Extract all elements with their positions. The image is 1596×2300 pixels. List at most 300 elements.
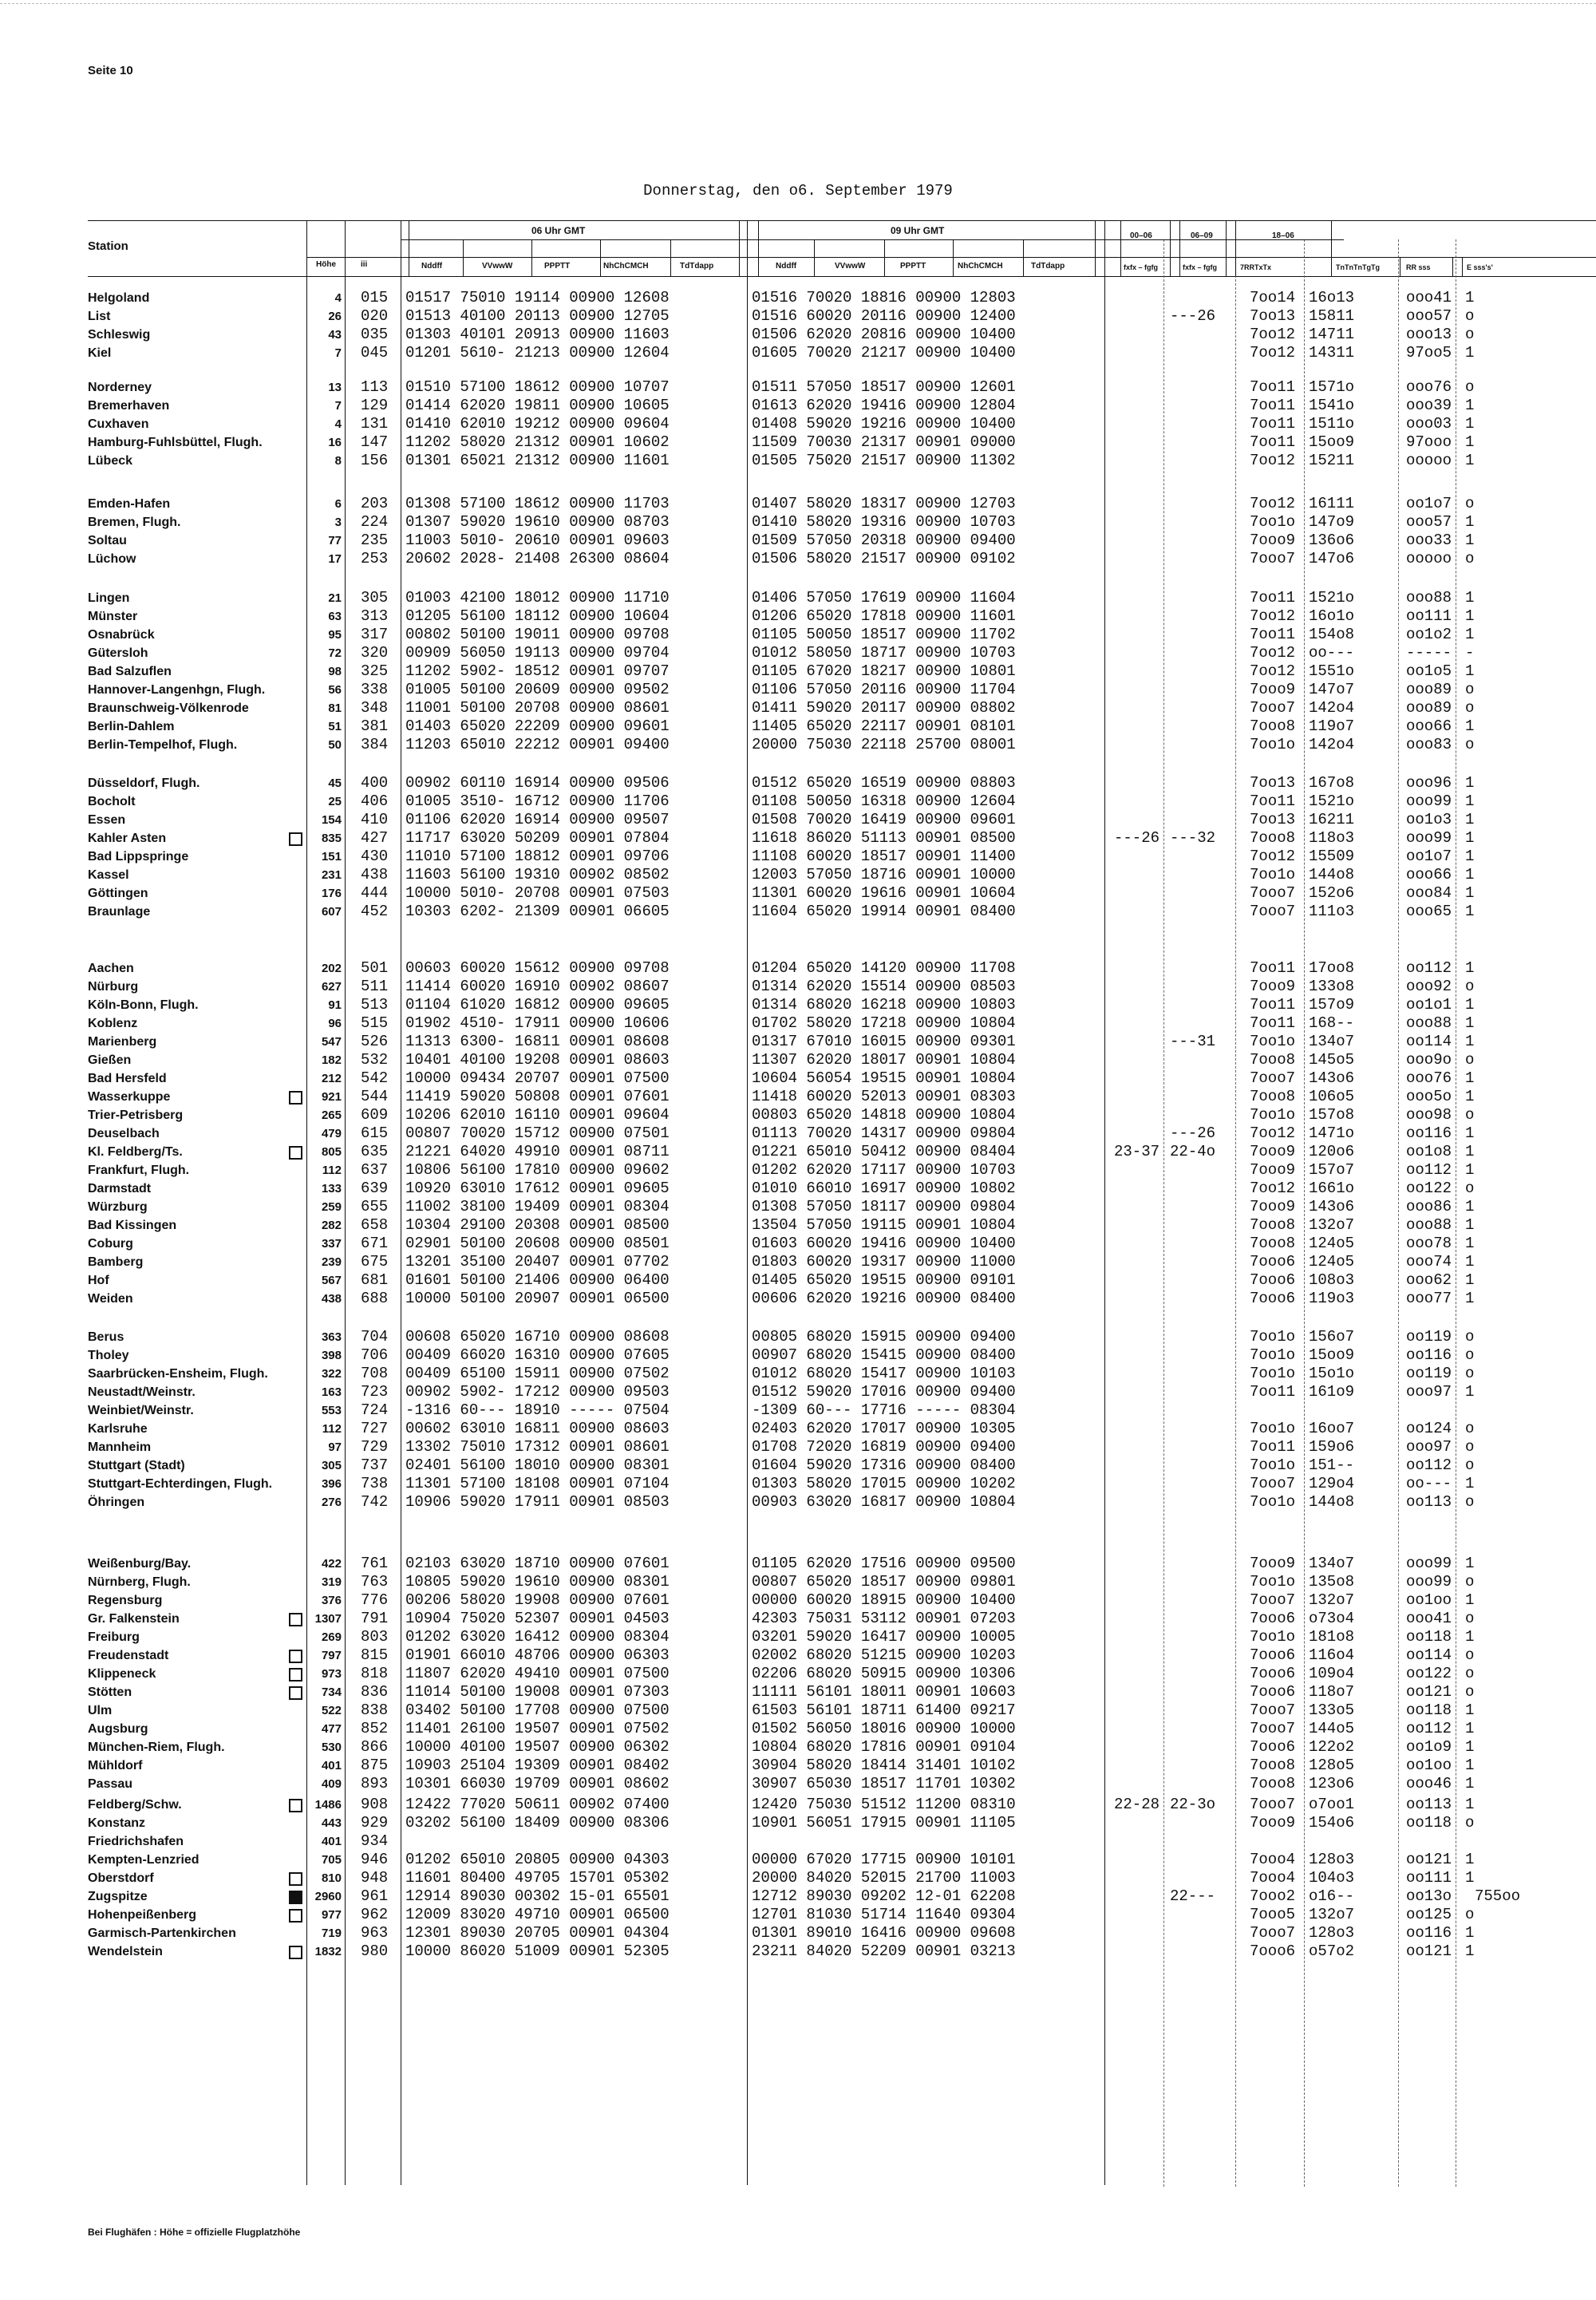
table-row (0, 1198, 1596, 1216)
table-row (0, 1887, 1596, 1906)
header-06-dewpoint: TdTdapp (680, 262, 714, 271)
extra-rr-sss: oo1o9 (1406, 1738, 1452, 1756)
table-row (0, 495, 1596, 513)
header-extra-gusts-2: fxfx – fgfg (1183, 263, 1218, 271)
obs-06-gmt: 11419 59020 50808 00901 07601 (405, 1088, 670, 1105)
station-name: Darmstadt (88, 1182, 152, 1195)
table-row (0, 1796, 1596, 1814)
station-index: 129 (361, 397, 389, 414)
station-name: Lingen (88, 591, 130, 605)
extra-rr-tx: 7oo11 (1250, 1438, 1296, 1456)
station-name: Berlin-Dahlem (88, 720, 175, 733)
extra-rr-tx: 7ooo7 (1250, 1701, 1296, 1719)
extra-esss: 1 (1465, 662, 1475, 680)
obs-09-gmt: 01502 56050 18016 00900 10000 (752, 1720, 1016, 1737)
obs-06-gmt: 01303 40101 20913 00900 11603 (405, 326, 670, 343)
obs-06-gmt: 01003 42100 18012 00900 11710 (405, 589, 670, 607)
obs-09-gmt: 11604 65020 19914 00901 08400 (752, 903, 1016, 920)
extra-rr-tx: 7ooo7 (1250, 1069, 1296, 1087)
station-index: 532 (361, 1051, 389, 1069)
extra-esss: 755oo (1475, 1887, 1521, 1905)
obs-06-gmt: 01601 50100 21406 00900 06400 (405, 1271, 670, 1289)
extra-esss: 1 (1465, 866, 1475, 883)
station-name: Würzburg (88, 1200, 148, 1214)
obs-09-gmt: 12420 75030 51512 11200 08310 (752, 1796, 1016, 1813)
obs-09-gmt: 01410 58020 19316 00900 10703 (752, 513, 1016, 531)
extra-rr-sss: oo116 (1406, 1346, 1452, 1364)
obs-09-gmt: 11405 65020 22117 00901 08101 (752, 717, 1016, 735)
station-height: 522 (321, 1704, 342, 1717)
obs-06-gmt: 11203 65010 22212 00901 09400 (405, 736, 670, 753)
station-name: Hohenpeißenberg (88, 1908, 197, 1922)
station-name: Koblenz (88, 1017, 138, 1030)
station-index: 609 (361, 1106, 389, 1124)
station-height: 56 (328, 683, 342, 697)
table-row (0, 1235, 1596, 1253)
extra-tn: 134o7 (1309, 1555, 1355, 1572)
station-name: Trier-Petrisberg (88, 1109, 184, 1122)
station-name: Braunlage (88, 905, 151, 919)
extra-rr-sss: oo114 (1406, 1033, 1452, 1050)
extra-esss: 1 (1465, 1383, 1475, 1401)
station-index: 635 (361, 1143, 389, 1160)
station-height: 269 (321, 1630, 342, 1644)
date-title: Donnerstag, den o6. September 1979 (643, 182, 953, 200)
station-index: 963 (361, 1924, 389, 1942)
extra-esss: 1 (1465, 1475, 1475, 1492)
station-height: 1307 (314, 1612, 342, 1626)
extra-tn: 135o8 (1309, 1573, 1355, 1591)
obs-09-gmt: 20000 75030 22118 25700 08001 (752, 736, 1016, 753)
extra-esss: o (1465, 1665, 1475, 1682)
extra-esss: o (1465, 495, 1475, 512)
table-row (0, 1143, 1596, 1161)
table-row (0, 1610, 1596, 1628)
extra-rr-tx: 7oo13 (1250, 774, 1296, 792)
header-extra-rr-sss: RR sss (1406, 263, 1431, 271)
station-height: 734 (321, 1685, 342, 1699)
obs-09-gmt: 12712 89030 09202 12-01 62208 (752, 1887, 1016, 1905)
table-row (0, 1591, 1596, 1610)
station-index: 980 (361, 1942, 389, 1960)
extra-esss: 1 (1465, 452, 1475, 469)
obs-06-gmt: 10401 40100 19208 00901 08603 (405, 1051, 670, 1069)
station-index: 706 (361, 1346, 389, 1364)
extra-tn: 14711 (1309, 326, 1355, 343)
extra-tn: o7oo1 (1309, 1796, 1355, 1813)
station-height: 276 (321, 1496, 342, 1509)
obs-09-gmt: 11618 86020 51113 00901 08500 (752, 829, 1016, 847)
header-rule (1331, 220, 1332, 276)
obs-09-gmt: 00903 63020 16817 00900 10804 (752, 1493, 1016, 1511)
extra-tn: 119o3 (1309, 1290, 1355, 1307)
extra-rr-sss: oo121 (1406, 1683, 1452, 1701)
table-row (0, 1573, 1596, 1591)
extra-rr-sss: ooo84 (1406, 884, 1452, 902)
obs-06-gmt: 01403 65020 22209 00900 09601 (405, 717, 670, 735)
station-name: List (88, 310, 111, 323)
extra-tn: 1471o (1309, 1124, 1355, 1142)
station-height: 43 (328, 328, 342, 342)
station-height: 305 (321, 1459, 342, 1472)
header-09-gmt: 09 Uhr GMT (891, 225, 945, 236)
station-index: 776 (361, 1591, 389, 1609)
header-extra-tn: TnTnTnTgTg (1336, 263, 1380, 271)
station-height: 231 (321, 868, 342, 882)
station-index: 317 (361, 626, 389, 643)
table-row (0, 307, 1596, 326)
station-height: 154 (321, 813, 342, 827)
obs-09-gmt: 01202 62020 17117 00900 10703 (752, 1161, 1016, 1179)
extra-rr-tx: 7oo11 (1250, 626, 1296, 643)
extra-tn: 124o5 (1309, 1253, 1355, 1271)
extra-rr-sss: 97oo5 (1406, 344, 1452, 362)
extra-esss: 1 (1465, 626, 1475, 643)
obs-06-gmt: 11301 57100 18108 00901 07104 (405, 1475, 670, 1492)
station-index: 410 (361, 811, 389, 828)
extra-rr-sss: ooo76 (1406, 378, 1452, 396)
header-extra-period-3: 18–06 (1272, 231, 1294, 240)
obs-06-gmt: 10000 86020 51009 00901 52305 (405, 1942, 670, 1960)
extra-rr-tx: 7ooo9 (1250, 681, 1296, 698)
obs-06-gmt: 11807 62020 49410 00901 07500 (405, 1665, 670, 1682)
header-rule (739, 220, 740, 276)
station-index: 803 (361, 1628, 389, 1646)
station-index: 501 (361, 959, 389, 977)
extra-esss: 1 (1465, 1253, 1475, 1271)
extra-tn: 124o5 (1309, 1235, 1355, 1252)
extra-rr-sss: ooo88 (1406, 589, 1452, 607)
station-index: 015 (361, 289, 389, 306)
obs-09-gmt: 01511 57050 18517 00900 12601 (752, 378, 1016, 396)
station-name: Braunschweig-Völkenrode (88, 701, 249, 715)
extra-rr-tx: 7ooo8 (1250, 1216, 1296, 1234)
header-rule (814, 239, 815, 276)
station-name: Ulm (88, 1704, 113, 1717)
extra-tn: 142o4 (1309, 699, 1355, 717)
gust-00-06: ---26 (1114, 829, 1160, 847)
station-height: 7 (334, 399, 342, 413)
obs-09-gmt: 01308 57050 18117 00900 09804 (752, 1198, 1016, 1215)
gust-00-06: 23-37 (1114, 1143, 1160, 1160)
station-name: Oberstdorf (88, 1871, 154, 1885)
extra-esss: 1 (1465, 513, 1475, 531)
station-height: 212 (321, 1072, 342, 1085)
gust-06-09: 22-3o (1170, 1796, 1216, 1813)
station-height: 719 (321, 1927, 342, 1940)
station-height: 91 (328, 998, 342, 1012)
station-name: Helgoland (88, 291, 150, 305)
extra-rr-sss: oo118 (1406, 1814, 1452, 1832)
obs-06-gmt: 01307 59020 19610 00900 08703 (405, 513, 670, 531)
obs-06-gmt: 00802 50100 19011 00900 09708 (405, 626, 670, 643)
extra-rr-tx: 7ooo7 (1250, 1720, 1296, 1737)
station-index: 875 (361, 1757, 389, 1774)
extra-rr-tx: 7oo1o (1250, 1493, 1296, 1511)
extra-rr-tx: 7ooo9 (1250, 1555, 1296, 1572)
header-rule (463, 239, 464, 276)
station-index: 815 (361, 1646, 389, 1664)
table-row (0, 1438, 1596, 1456)
obs-09-gmt: 01512 65020 16519 00900 08803 (752, 774, 1016, 792)
extra-esss: 1 (1465, 996, 1475, 1014)
station-height: 805 (321, 1145, 342, 1159)
obs-06-gmt: 01308 57100 18612 00900 11703 (405, 495, 670, 512)
station-name: Cuxhaven (88, 417, 149, 431)
station-index: 305 (361, 589, 389, 607)
obs-09-gmt: 03201 59020 16417 00900 10005 (752, 1628, 1016, 1646)
obs-06-gmt: 10000 50100 20907 00901 06500 (405, 1290, 670, 1307)
table-row (0, 1365, 1596, 1383)
header-rule (1226, 220, 1227, 276)
obs-06-gmt: 11202 5902- 18512 00901 09707 (405, 662, 670, 680)
extra-tn: 145o5 (1309, 1051, 1355, 1069)
page-number: Seite 10 (88, 64, 133, 77)
header-rule (1179, 220, 1180, 276)
obs-06-gmt: 01202 65010 20805 00900 04303 (405, 1851, 670, 1868)
extra-esss: o (1465, 326, 1475, 343)
obs-09-gmt: 02403 62020 17017 00900 10305 (752, 1420, 1016, 1437)
station-name: Kassel (88, 868, 129, 882)
obs-06-gmt: 10920 63010 17612 00901 09605 (405, 1180, 670, 1197)
extra-tn: 147o6 (1309, 550, 1355, 567)
extra-esss: o (1465, 1573, 1475, 1591)
table-row (0, 978, 1596, 996)
extra-esss: o (1465, 1646, 1475, 1664)
obs-09-gmt: 10804 68020 17816 00901 09104 (752, 1738, 1016, 1756)
extra-esss: 1 (1465, 1720, 1475, 1737)
extra-esss: 1 (1465, 1124, 1475, 1142)
station-height: 443 (321, 1816, 342, 1830)
table-row (0, 1290, 1596, 1308)
table-row (0, 1832, 1596, 1851)
station-name: Bremen, Flugh. (88, 516, 181, 529)
extra-tn: o73o4 (1309, 1610, 1355, 1627)
station-height: 13 (328, 381, 342, 394)
obs-09-gmt: 00907 68020 15415 00900 08400 (752, 1346, 1016, 1364)
table-row (0, 1701, 1596, 1720)
extra-esss: 1 (1465, 1924, 1475, 1942)
header-rule (884, 239, 885, 276)
table-row (0, 1757, 1596, 1775)
obs-09-gmt: 13504 57050 19115 00901 10804 (752, 1216, 1016, 1234)
obs-09-gmt: 01105 62020 17516 00900 09500 (752, 1555, 1016, 1572)
extra-tn: 14311 (1309, 344, 1355, 362)
extra-tn: 156o7 (1309, 1328, 1355, 1346)
station-index: 738 (361, 1475, 389, 1492)
station-height: 25 (328, 795, 342, 808)
table-row (0, 1628, 1596, 1646)
extra-rr-tx: 7oo11 (1250, 996, 1296, 1014)
obs-06-gmt: 11603 56100 19310 00902 08502 (405, 866, 670, 883)
extra-tn: 106o5 (1309, 1088, 1355, 1105)
obs-09-gmt: 01506 62020 20816 00900 10400 (752, 326, 1016, 343)
station-name: Nürburg (88, 980, 139, 994)
extra-tn: 16111 (1309, 495, 1355, 512)
obs-06-gmt: 11003 5010- 20610 00901 09603 (405, 532, 670, 549)
extra-rr-sss: oo112 (1406, 1720, 1452, 1737)
table-row (0, 1033, 1596, 1051)
extra-rr-sss: 97ooo (1406, 433, 1452, 451)
station-height: 3 (334, 516, 342, 529)
extra-rr-tx: 7ooo2 (1250, 1887, 1296, 1905)
station-name: Karlsruhe (88, 1422, 148, 1436)
station-index: 761 (361, 1555, 389, 1572)
obs-09-gmt: 00805 68020 15915 00900 09400 (752, 1328, 1016, 1346)
obs-06-gmt: 02401 56100 18010 00900 08301 (405, 1456, 670, 1474)
table-row (0, 774, 1596, 792)
station-index: 147 (361, 433, 389, 451)
extra-esss: o (1465, 1328, 1475, 1346)
station-height: 921 (321, 1090, 342, 1104)
obs-09-gmt: 11418 60020 52013 00901 08303 (752, 1088, 1016, 1105)
extra-tn: 120o6 (1309, 1143, 1355, 1160)
extra-esss: 1 (1465, 1014, 1475, 1032)
obs-06-gmt: 12422 77020 50611 00902 07400 (405, 1796, 670, 1813)
station-name: Weiden (88, 1292, 133, 1306)
table-row (0, 1646, 1596, 1665)
extra-rr-sss: ooo03 (1406, 415, 1452, 433)
extra-rr-sss: ooo99 (1406, 792, 1452, 810)
obs-09-gmt: 01317 67010 16015 00900 09301 (752, 1033, 1016, 1050)
station-index: 203 (361, 495, 389, 512)
obs-06-gmt: 10805 59020 19610 00900 08301 (405, 1573, 670, 1591)
station-index: 400 (361, 774, 389, 792)
table-row (0, 1814, 1596, 1832)
obs-06-gmt: 20602 2028- 21408 26300 08604 (405, 550, 670, 567)
extra-tn: 157o9 (1309, 996, 1355, 1014)
extra-tn: 15o1o (1309, 1365, 1355, 1382)
obs-06-gmt: 01005 50100 20609 00900 09502 (405, 681, 670, 698)
gust-06-09: ---31 (1170, 1033, 1216, 1050)
station-index: 253 (361, 550, 389, 567)
subheader-rule (306, 257, 1596, 258)
obs-06-gmt: 10906 59020 17911 00901 08503 (405, 1493, 670, 1511)
station-name: Konstanz (88, 1816, 145, 1830)
extra-tn: 167o8 (1309, 774, 1355, 792)
station-height: 112 (322, 1422, 342, 1436)
table-row (0, 1555, 1596, 1573)
extra-rr-tx: 7ooo8 (1250, 829, 1296, 847)
station-height: 239 (321, 1255, 342, 1269)
extra-tn: 161o9 (1309, 1383, 1355, 1401)
extra-rr-tx: 7oo11 (1250, 959, 1296, 977)
header-09-dewpoint: TdTdapp (1031, 262, 1065, 271)
table-row (0, 326, 1596, 344)
extra-rr-sss: ooo83 (1406, 736, 1452, 753)
obs-06-gmt: 11414 60020 16910 00902 08607 (405, 978, 670, 995)
obs-09-gmt: 11301 60020 19616 00901 10604 (752, 884, 1016, 902)
station-name: Hof (88, 1274, 109, 1287)
extra-rr-tx: 7ooo9 (1250, 1198, 1296, 1215)
extra-esss: 1 (1465, 1290, 1475, 1307)
station-index: 675 (361, 1253, 389, 1271)
extra-esss: 1 (1465, 289, 1475, 306)
obs-09-gmt: 01605 70020 21217 00900 10400 (752, 344, 1016, 362)
extra-tn: 16o1o (1309, 607, 1355, 625)
table-top-rule (88, 220, 1596, 221)
station-index: 658 (361, 1216, 389, 1234)
obs-06-gmt: 03402 50100 17708 00900 07500 (405, 1701, 670, 1719)
obs-09-gmt: 00606 62020 19216 00900 08400 (752, 1290, 1016, 1307)
station-name: Freudenstadt (88, 1649, 169, 1662)
extra-tn: 142o4 (1309, 736, 1355, 753)
obs-06-gmt: 11401 26100 19507 00901 07502 (405, 1720, 670, 1737)
extra-rr-sss: oo1o3 (1406, 811, 1452, 828)
extra-tn: 159o6 (1309, 1438, 1355, 1456)
station-height: 409 (321, 1777, 342, 1791)
station-height: 2960 (314, 1890, 342, 1903)
station-name: Bocholt (88, 795, 136, 808)
station-name: Düsseldorf, Flugh. (88, 777, 200, 790)
station-height: 705 (321, 1853, 342, 1867)
extra-rr-tx: 7ooo5 (1250, 1906, 1296, 1923)
obs-06-gmt: 01517 75010 19114 00900 12608 (405, 289, 670, 306)
extra-tn: 143o6 (1309, 1069, 1355, 1087)
station-index: 452 (361, 903, 389, 920)
station-index: 637 (361, 1161, 389, 1179)
extra-rr-sss: ooo89 (1406, 681, 1452, 698)
station-height: 45 (328, 777, 342, 790)
extra-rr-tx: 7ooo7 (1250, 1924, 1296, 1942)
extra-rr-tx: 7ooo6 (1250, 1942, 1296, 1960)
header-09-pppt: PPPTT (900, 262, 926, 271)
table-row (0, 1720, 1596, 1738)
station-index: 320 (361, 644, 389, 662)
header-06-gmt: 06 Uhr GMT (531, 225, 586, 236)
extra-rr-tx: 7ooo7 (1250, 884, 1296, 902)
extra-rr-sss: oo116 (1406, 1124, 1452, 1142)
obs-06-gmt: 03202 56100 18409 00900 08306 (405, 1814, 670, 1832)
station-index: 708 (361, 1365, 389, 1382)
station-name: Kempten-Lenzried (88, 1853, 200, 1867)
obs-09-gmt: 00807 65020 18517 00900 09801 (752, 1573, 1016, 1591)
extra-tn: 1551o (1309, 662, 1355, 680)
station-height: 17 (328, 552, 342, 566)
header-06-nddff: Nddff (421, 262, 443, 271)
extra-rr-tx: 7ooo6 (1250, 1271, 1296, 1289)
obs-06-gmt: 01301 65021 21312 00900 11601 (405, 452, 670, 469)
extra-rr-sss: oo121 (1406, 1851, 1452, 1868)
station-name: Wasserkuppe (88, 1090, 171, 1104)
extra-esss: o (1465, 1456, 1475, 1474)
obs-06-gmt: 00807 70020 15712 00900 07501 (405, 1124, 670, 1142)
station-height: 337 (321, 1237, 342, 1251)
station-name: Stuttgart-Echterdingen, Flugh. (88, 1477, 273, 1491)
station-height: 51 (328, 720, 342, 733)
table-row (0, 866, 1596, 884)
extra-esss: 1 (1465, 415, 1475, 433)
obs-09-gmt: 01012 58050 18717 00900 10703 (752, 644, 1016, 662)
header-extra-period-2: 06–09 (1191, 231, 1213, 240)
extra-esss: 1 (1465, 1198, 1475, 1215)
extra-rr-tx: 7oo11 (1250, 397, 1296, 414)
header-extra-rr-tx: 7RRTxTx (1240, 263, 1272, 271)
station-name: Garmisch-Partenkirchen (88, 1927, 236, 1940)
station-height: 973 (321, 1667, 342, 1681)
extra-tn: 132o7 (1309, 1591, 1355, 1609)
obs-06-gmt: 10303 6202- 21309 00901 06605 (405, 903, 670, 920)
table-row (0, 513, 1596, 532)
extra-rr-tx: 7oo12 (1250, 662, 1296, 680)
extra-rr-sss: ooo97 (1406, 1383, 1452, 1401)
station-index: 526 (361, 1033, 389, 1050)
obs-06-gmt: 00409 66020 16310 00900 07605 (405, 1346, 670, 1364)
extra-rr-tx: 7ooo8 (1250, 717, 1296, 735)
station-name: Marienberg (88, 1035, 157, 1049)
obs-09-gmt: 12003 57050 18716 00901 10000 (752, 866, 1016, 883)
extra-esss: o (1465, 1106, 1475, 1124)
